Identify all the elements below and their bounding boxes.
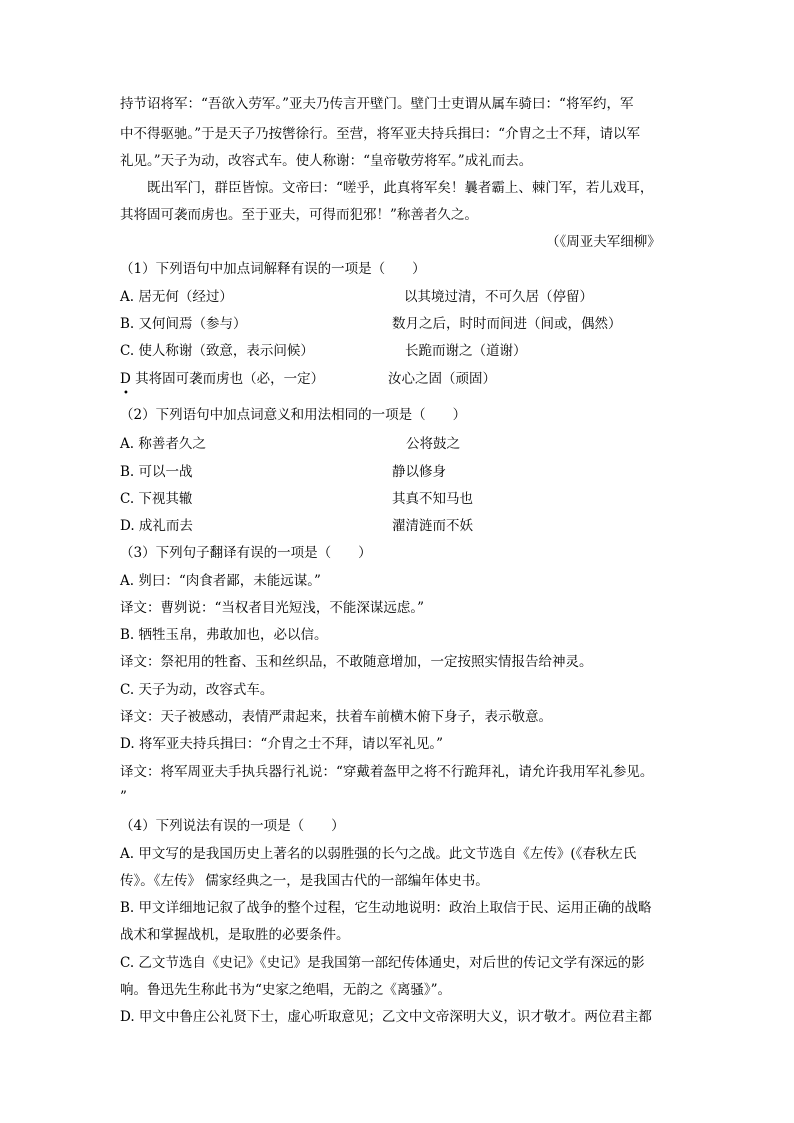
q2-option-b-left: B. 可以一战 [120, 464, 193, 480]
q4-line-1: A. 甲文写的是我国历史上著名的以弱胜强的长勺之战。此文节选自《左传》(《春秋左氏 [120, 846, 637, 862]
q1-stem: （1）下列语句中加点词解释有误的一项是（ ） [120, 261, 426, 277]
q4-line-4: 战术和掌握战机，是取胜的必要条件。 [120, 927, 350, 943]
passage-line-2: 中不得驱驰。”于是天子乃按辔徐行。至营，将军亚夫持兵揖曰：“介胄之士不拜，请以军 [120, 126, 641, 142]
q3-line-2: 译文：曹刿说：“当权者目光短浅，不能深谋远虑。” [120, 600, 425, 616]
passage-line-5: 其将固可袭而虏也。至于亚夫，可得而犯邪！”称善者久之。 [120, 207, 478, 223]
q1-option-c-left: C. 使人称谢（致意，表示问候） [120, 343, 314, 359]
q2-option-d-right: 濯清涟而不妖 [392, 518, 473, 534]
q1-option-b-left: B. 又何间焉（参与） [120, 316, 247, 332]
q3-line-7: D. 将军亚夫持兵揖曰：“介胄之士不拜，请以军礼见。” [120, 736, 443, 752]
passage-line-4: 既出军门，群臣皆惊。文帝曰：“嗟乎，此真将军矣！曩者霸上、棘门军，若儿戏耳， [147, 180, 654, 196]
q1-option-c-right: 长跪而谢之（道谢） [405, 343, 527, 359]
q1-option-d-left: D 其将固可袭而虏也（必，一定） [120, 371, 325, 387]
q4-line-7: D. 甲文中鲁庄公礼贤下士，虚心听取意见；乙文中文帝深明大义，识才敬才。两位君主都 [120, 1009, 652, 1025]
q3-line-8: 译文：将军周亚夫手执兵器行礼说：“穿戴着盔甲之将不行跪拜礼，请允许我用军礼参见。 [120, 764, 654, 780]
q2-option-c-left: C. 下视其辙 [120, 491, 193, 507]
q4-stem: （4）下列说法有误的一项是（ ） [120, 818, 345, 834]
q3-line-4: 译文：祭祀用的牲畜、玉和丝织品，不敢随意增加，一定按照实情报告给神灵。 [120, 654, 593, 670]
q4-line-6: 响。鲁迅先生称此书为“史家之绝唱，无韵之《离骚》”。 [120, 982, 452, 998]
q2-stem: （2）下列语句中加点词意义和用法相同的一项是（ ） [120, 407, 467, 423]
q3-line-1: A. 刿曰：“肉食者鄙，未能远谋。” [120, 573, 321, 589]
q3-line-3: B. 牺牲玉帛，弗敢加也，必以信。 [120, 627, 328, 643]
q2-option-a-left: A. 称善者久之 [120, 436, 206, 452]
passage-source: （《周亚夫军细柳》 [546, 234, 661, 250]
q1-option-a-right: 以其境过清，不可久居（停留） [404, 289, 593, 305]
q2-option-c-right: 其真不知马也 [392, 491, 473, 507]
q1-option-b-right: 数月之后，时时而间进（间或，偶然） [392, 316, 622, 332]
q3-stem: （3）下列句子翻译有误的一项是（ ） [120, 545, 372, 561]
q3-line-9: ” [120, 789, 127, 805]
q2-option-a-right: 公将鼓之 [406, 436, 460, 452]
q2-option-b-right: 静以修身 [392, 464, 446, 480]
q1-option-a-left: A. 居无何（经过） [120, 289, 233, 305]
q2-option-d-left: D. 成礼而去 [120, 518, 193, 534]
q4-line-3: B. 甲文详细地记叙了战争的整个过程，它生动地说明：政治上取信于民、运用正确的战略 [120, 900, 652, 916]
q4-line-5: C. 乙文节选自《史记》《史记》是我国第一部纪传体通史，对后世的传记文学有深远的影 [120, 955, 645, 971]
q3-line-6: 译文：天子被感动，表情严肃起来，扶着车前横木俯下身子，表示敬意。 [120, 709, 552, 725]
q4-line-2: 传》。《左传》 儒家经典之一，是我国古代的一部编年体史书。 [120, 873, 489, 889]
passage-line-1: 持节诏将军：“吾欲入劳军。”亚夫乃传言开壁门。壁门士吏谓从属车骑曰：“将军约，军 [120, 96, 634, 112]
q3-line-5: C. 天子为动，改容式车。 [120, 682, 274, 698]
q1-option-d-right: 汝心之固（顽固） [388, 371, 496, 387]
emphasis-dot-icon: • [123, 388, 129, 399]
passage-line-3: 礼见。”天子为动，改容式车。使人称谢：“皇帝敬劳将军。”成礼而去。 [120, 153, 533, 169]
